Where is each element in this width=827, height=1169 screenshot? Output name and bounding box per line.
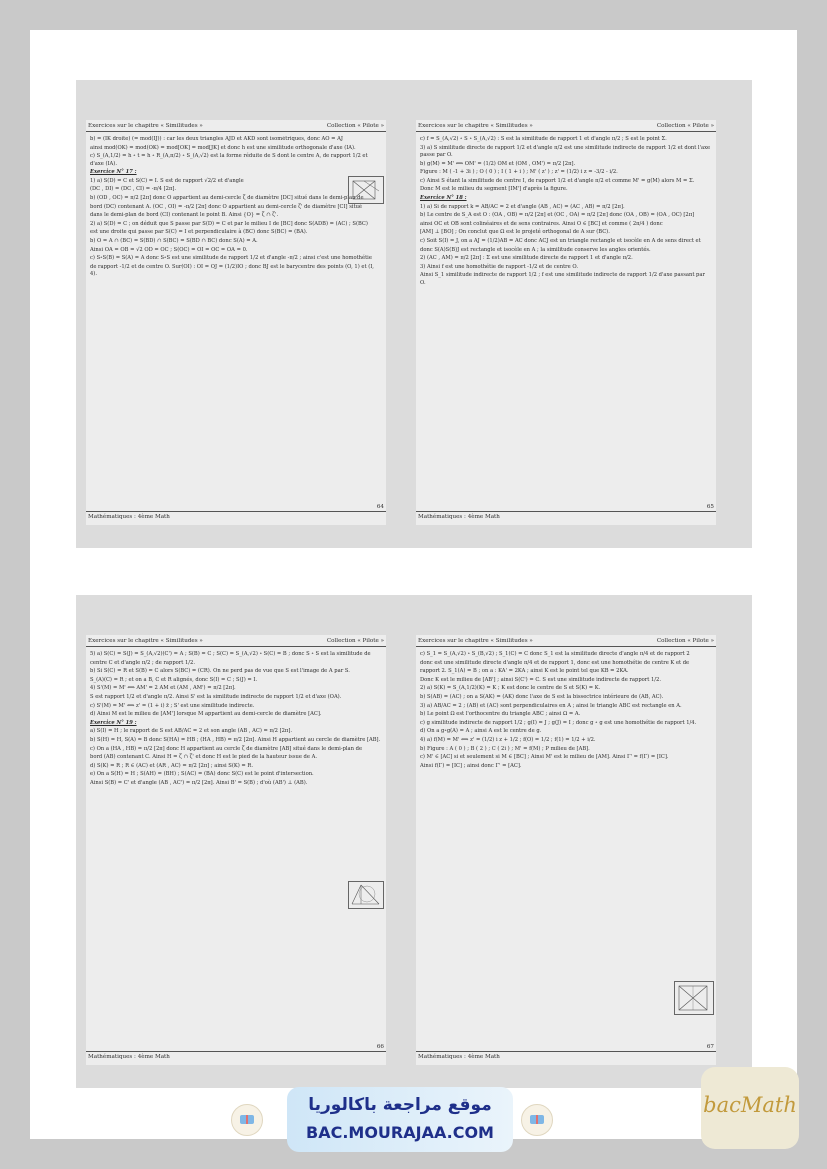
book-icon (231, 1104, 263, 1136)
text-line: centre C et d'angle π/2 ; de rapport 1/2. (90, 659, 195, 666)
exercise-title: Exercice N° 17 : (90, 169, 137, 176)
page-body (420, 136, 712, 505)
header-collection: Collection « Pilote » (326, 638, 384, 644)
text-line: b) = (IK droite) (= mod(IJ)) : car les deux triangles AJD et AKD sont isométriques, donc AO = AJ (90, 136, 343, 142)
text-line: dans le demi-plan de bord (CI) contenant le point B. Ainsi {O} = ζ ∩ ζ'. (90, 212, 279, 219)
page-body (420, 651, 712, 1045)
header-chapter: Exercices sur le chapitre « Similitudes » (418, 123, 533, 129)
footer-text: Mathématiques : 4ème Math (418, 1054, 500, 1060)
header-collection: Collection « Pilote » (326, 123, 384, 129)
text-line: a) S(I) = H ; le rapport de S est AB/AC = 2 et son angle (AB , AC) = π/2 [2π]. (90, 728, 293, 735)
page-body (90, 136, 382, 505)
text-line: b) Le point Ω est l'orthocentre du triangle ABC ; ainsi Ω = A. (420, 711, 581, 718)
text-line: 2) (AC , AM) = π/2 [2π] : Σ est une similitude directe de rapport 1 et d'angle π/2. (420, 255, 633, 262)
text-line: Ainsi f(Γ) = [IC] ; ainsi donc Γ' = [AC]. (420, 762, 522, 769)
logo-text: bacMath (703, 1093, 797, 1117)
header-chapter: Exercices sur le chapitre « Similitudes » (418, 638, 533, 644)
text-line: b) Le centre de S_A est O : (OA , OB) = π/2 [2π] et (OC , OA) = π/2 [2π] donc (OA , OB) = (OA , OC) [2π] (420, 212, 695, 219)
text-line: Ainsi S_1 similitude indirecte de rapport 1/2 ; f est une similitude indirecte de rapport 1/2 d'axe passant par O. (420, 272, 705, 286)
page-footer (416, 504, 716, 521)
scan-page-67 (416, 635, 716, 1065)
text-line: b) S(H) = H, S(A) = B donc S(HA) = HB ; (HA , HB) = π/2 [2π]. Ainsi H appartient au cercle de diamètre [AB]. (90, 736, 381, 743)
header-chapter: Exercices sur le chapitre « Similitudes » (88, 638, 203, 644)
text-line: d) S(K) = R ; R ∈ (AC) et (AR , AC) = π/2 [2π] ; ainsi S(K) = R. (90, 762, 253, 769)
page-footer (416, 1044, 716, 1061)
text-line: Ainsi OA = OB = √2 OD = OC ; S(OC) = OI = OC = OA = 0. (90, 246, 248, 253)
page-header (416, 123, 716, 132)
text-line: e) On a S(H) = H ; S(AH) = (BH) ; S(AC) = (BA) donc S(C) est le point d'intersection. (90, 771, 314, 778)
scan-page-65 (416, 120, 716, 525)
text-line: c) S_1 = S_(A,√2) ∘ S_(B,√2) ; S_1(C) = C donc S_1 est la similitude directe d'angle π/4 et de rapport 2 (420, 651, 690, 657)
page-number: 66 (376, 1044, 384, 1050)
text-line: 3) a) S similitude directe de rapport 1/2 et d'angle π/2 est une similitude indirecte de rapport 1/2 et dont l'axe passe par O. (420, 144, 711, 158)
text-line: bord (AB) contenant C. Ainsi H = ζ ∩ ζ' et donc H est le pied de la hauteur issue de A. (90, 754, 317, 761)
text-line: c) Ainsi S étant la similitude de centre I, de rapport 1/2 et d'angle π/2 et comme M' = g(M) alors M = Σ. (420, 177, 695, 184)
text-line: Figure : M ( -1 + 3i ) ; O ( 0 ) ; I ( 1 + i ) ; M' ( z' ) ; z' = (1/2) i z = -3/2 - i/2. (420, 169, 618, 176)
text-line: S_(A)(C) = R ; et on a B, C et R alignés, donc S(I) = C ; S(J) = I. (90, 676, 258, 683)
text-line: c) g similitude indirecte de rapport 1/2 ; g(I) = J ; g(J) = I ; donc g ∘ g est une homothétie de rapport 1/4. (420, 719, 697, 726)
text-line: [AM] ⊥ [BO] ; On conclut que Ω est le projeté orthogonal de A sur (BC). (420, 229, 610, 236)
text-line: Donc K est le milieu de [AB'] ; ainsi S(C') = C. S est une similitude indirecte de rapport 1/2. (420, 676, 661, 683)
text-line: b) S(AB) = (AC) ; on a S(AK) = (AK) donc l'axe de S est la bissectrice intérieure de (AB, AC). (420, 693, 664, 700)
geometry-figure (674, 981, 714, 1015)
scan-page-64 (86, 120, 386, 525)
text-line: 3) Ainsi f est une homothétie de rapport -1/2 et de centre O. (420, 263, 578, 270)
geometry-figure (348, 176, 384, 204)
page-number: 65 (706, 504, 714, 510)
text-line: 4) a) f(M) = M' ⟺ z' = (1/2) i z + 1/2 ; f(O) = 1/2 ; f(1) = 1/2 + i/2. (420, 736, 596, 743)
text-line: c) S_(A,1/2) = h ∘ t = h ∘ R_(A,π/2) ∘ S_(A,√2) est la forme réduite de S dont le centre A, de rapport 1/2 et d'axe (IA). (90, 153, 368, 167)
text-line: 2) a) S(D) = C ; on déduit que S passe par S(D) = C et par le milieu I de [BC] donc S(ADB) = (AC) ; S(BC) (90, 220, 368, 227)
page-number: 64 (376, 504, 384, 510)
header-collection: Collection « Pilote » (656, 638, 714, 644)
bacmath-logo (701, 1067, 799, 1149)
text-line: donc S(A)S(B)J est rectangle et isocèle en A ; la similitude conserve les angles orientés. (420, 246, 651, 253)
text-line: b) O = A ∩ (BC) = S(BD) ∩ S(BC) = S(BD ∩ BC) donc S(A) = A. (90, 237, 258, 244)
text-line: 5) a) S(C) = S(J) = S_(A,√2)(C') = A ; S(B) = C ; S(C) = S_(A,√2) ∘ S(C) = B ; donc S ∘ S est la similitude de (90, 651, 371, 657)
page-header (416, 638, 716, 647)
text-line: c) S'(M) = M' ⟺ z' = (1 + i) z̄ ; S' est une similitude indirecte. (90, 702, 255, 709)
site-banner[interactable] (287, 1087, 513, 1152)
text-line: 1) a) S(D) = C et S(C) = I. S est de rapport √2/2 et d'angle (90, 177, 244, 184)
scan-spread-bottom (76, 595, 752, 1088)
text-line: c) S∘S(B) = S(A) = A donc S∘S est une similitude de rapport 1/2 et d'angle -π/2 ; ainsi c'est une homothétie (90, 255, 372, 262)
text-line: c) On a (HA , HB) = π/2 [2π] donc H appartient au cercle ζ de diamètre [AB] situé dans le demi-plan de (90, 745, 363, 752)
footer-text: Mathématiques : 4ème Math (88, 514, 170, 520)
text-line: 4) S'(M) = M' ⟺ AM' = 2 AM et (AM , AM') = π/2 [2π]. (90, 685, 236, 692)
text-line: bord (DC) contenant A. (OC , OI) = -π/2 [2π] donc O appartient au demi-cercle ζ' de diamètre [CI] situé (90, 203, 363, 210)
text-line: b) (OD , OC) = π/2 [2π] donc O appartient au demi-cercle ζ de diamètre [DC] situé dans le demi-plan de (90, 194, 364, 201)
page-number: 67 (706, 1044, 714, 1050)
text-line: de rapport -1/2 et de centre O. Sur(OI) : OI = OJ = (1/2)IO ; donc BJ est le barycentre des points (O, 1) et (I, 4). (90, 263, 374, 278)
scan-page-66 (86, 635, 386, 1065)
page-footer (86, 504, 386, 521)
header-chapter: Exercices sur le chapitre « Similitudes » (88, 123, 203, 129)
text-line: donc est une similitude directe d'angle π/4 et de rapport 1, donc est une homothétie de centre K et de (420, 659, 690, 666)
text-line: 2) a) S(K) = S_(A,1/2)(K) = K ; K est donc le centre de S et S(K) = K. (420, 685, 601, 692)
text-line: d) Ainsi M est le milieu de [AM'] lorsque M appartient au demi-cercle de diamètre [AC]. (90, 711, 322, 718)
footer-text: Mathématiques : 4ème Math (88, 1054, 170, 1060)
text-line: d) On a g∘g(A) = A ; ainsi A est le centre de g. (420, 728, 542, 735)
text-line: b) g(M) = M' ⟺ OM' = (1/2) OM et (OM , OM') = π/2 [2π]. (420, 160, 576, 167)
text-line: b) Figure : A ( 0 ) ; B ( 2 ) ; C ( 2i ) ; M' = f(M) ; P milieu de [AB]. (420, 745, 590, 752)
page-body (90, 651, 382, 1045)
text-line: 3) a) AB/AC = 2 ; (AB) et (AC) sont perpendiculaires en A ; ainsi le triangle ABC est rectangle en A. (420, 702, 682, 709)
header-collection: Collection « Pilote » (656, 123, 714, 129)
text-line: rapport 2. S_1(A) = B ; on a : KA' = 2KA ; ainsi K est le point tel que KB = 2KA. (420, 668, 629, 675)
text-line: c) M' ∈ [AC] si et seulement si M ∈ [BC] ; Ainsi M' est le milieu de [AM]. Ainsi Γ' = f(Γ) = [IC]. (420, 754, 669, 761)
text-line: est une droite qui passe par S(C) = I et perpendiculaire à (BC) donc S(BC) = (BA). (90, 229, 308, 236)
scan-spread-top (76, 80, 752, 548)
page-footer (86, 1044, 386, 1061)
text-line: b) Si S(C) = R et S(B) = C alors S(BC) = (CR). On ne perd pas de vue que S est l'image de A par S. (90, 668, 350, 675)
exercise-title: Exercice N° 18 : (420, 194, 467, 201)
geometry-figure (348, 881, 384, 909)
exercise-title: Exercice N° 19 : (90, 719, 137, 726)
banner-arabic-title: موقع مراجعة باكالوريا (308, 1095, 492, 1115)
text-line: S est rapport 1/2 et d'angle π/2. Ainsi S' est la similitude indirecte de rapport 1/2 et d'axe (OA). (90, 693, 342, 700)
text-line: ainsi mod(OK) = mod(OK) = mod[OK] = mod[JK] et donc h est une similitude orthogonale d'axe (IA). (90, 144, 356, 151)
banner-url[interactable]: BAC.MOURAJAA.COM (306, 1123, 494, 1142)
text-line: c) Soit S(I) = J, on a AJ = (1/2)AB = AC donc ACJ est un triangle rectangle et isocèle en A de sens direct et (420, 237, 701, 244)
page-header (86, 123, 386, 132)
text-line: 1) a) Si de rapport k = AB/AC = 2 et d'angle (AB , AC) = (AC , AB) = π/2 [2π]. (420, 203, 625, 210)
text-line: Donc M est le milieu du segment [IM'] d'après la figure. (420, 186, 568, 193)
text-line: ainsi OC et OB sont colinéaires et de sens contraires. Ainsi O ∈ [BC] et comme ( 2π/4 ) donc (420, 220, 663, 227)
book-icon (521, 1104, 553, 1136)
text-line: Ainsi S(B) = C' et d'angle (AB , AC') = π/2 [2π]. Ainsi B' = S(B) ; d'où (AB') ⊥ (AB). (90, 779, 308, 786)
text-line: c) f = S_(A,√2) ∘ S ∘ S_(A,√2) : S est la similitude de rapport 1 et d'angle π/2 ; S est le point Σ. (420, 136, 667, 142)
page-header (86, 638, 386, 647)
text-line: (DC , DI) = (DC , CI) = -π/4 [2π]. (90, 186, 177, 193)
footer-text: Mathématiques : 4ème Math (418, 514, 500, 520)
